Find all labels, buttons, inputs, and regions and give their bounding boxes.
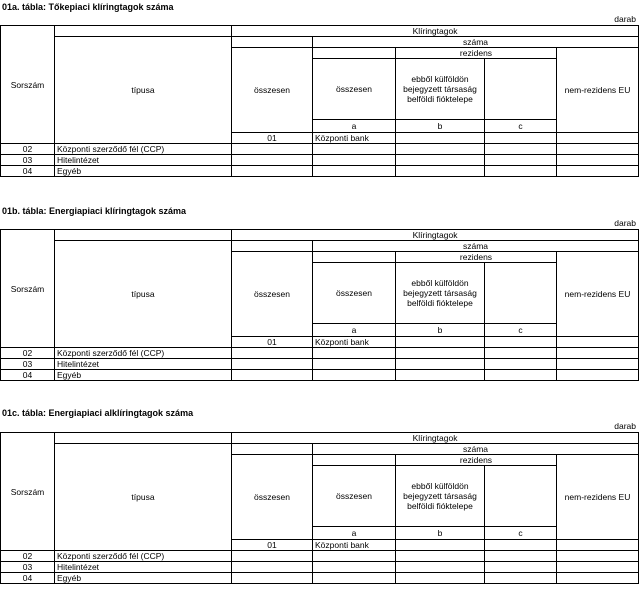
column-letter: b	[396, 120, 485, 133]
column-letter: c	[485, 120, 557, 133]
row-number: 02	[1, 551, 55, 562]
row-number: 01	[232, 133, 313, 144]
unit-label: darab	[614, 421, 636, 431]
data-cell[interactable]	[485, 551, 557, 562]
header-tipusa: típusa	[55, 37, 232, 144]
table-row	[1, 359, 639, 370]
header-rezidens: rezidens	[396, 252, 557, 263]
clearing-members-table	[0, 229, 639, 381]
data-cell[interactable]	[485, 573, 557, 584]
row-number: 02	[1, 348, 55, 359]
row-label: Egyéb	[55, 573, 232, 584]
column-letter: b	[396, 324, 485, 337]
data-cell[interactable]	[557, 166, 639, 177]
clearing-members-table	[0, 25, 639, 177]
data-cell[interactable]	[557, 144, 639, 155]
table-title: 01c. tábla: Energiapiaci alklíringtagok száma	[2, 408, 194, 418]
data-cell[interactable]	[485, 370, 557, 381]
data-cell[interactable]	[485, 144, 557, 155]
row-label: Központi szerződő fél (CCP)	[55, 551, 232, 562]
data-cell[interactable]	[396, 359, 485, 370]
row-number: 04	[1, 370, 55, 381]
data-cell[interactable]	[396, 573, 485, 584]
row-number: 03	[1, 562, 55, 573]
header-tipusa: típusa	[55, 241, 232, 348]
header-sorszam: Sorszám	[1, 26, 55, 144]
unit-label: darab	[614, 218, 636, 228]
data-cell[interactable]	[396, 540, 485, 551]
header-foreign-branch: ebből külföldön bejegyzett társaság belföldi fióktelepe	[396, 466, 485, 527]
data-cell[interactable]	[313, 573, 396, 584]
row-number: 04	[1, 166, 55, 177]
data-cell[interactable]	[557, 370, 639, 381]
column-letter: a	[313, 527, 396, 540]
row-label: Központi bank	[313, 337, 396, 348]
data-cell[interactable]	[396, 144, 485, 155]
data-cell[interactable]	[313, 166, 396, 177]
header-tipusa: típusa	[55, 444, 232, 551]
data-cell[interactable]	[396, 166, 485, 177]
data-cell[interactable]	[232, 144, 313, 155]
data-cell[interactable]	[485, 337, 557, 348]
data-cell[interactable]	[313, 144, 396, 155]
data-cell[interactable]	[232, 359, 313, 370]
header-rezidens: rezidens	[396, 455, 557, 466]
data-cell[interactable]	[485, 348, 557, 359]
data-cell[interactable]	[313, 370, 396, 381]
column-letter: a	[313, 120, 396, 133]
data-cell[interactable]	[396, 370, 485, 381]
header-szama: száma	[313, 37, 639, 48]
header-nonresident-eu: nem-rezidens EU	[557, 48, 639, 133]
table-row	[1, 155, 639, 166]
data-cell[interactable]	[557, 337, 639, 348]
header-rezidens: rezidens	[396, 48, 557, 59]
data-cell[interactable]	[232, 348, 313, 359]
data-cell[interactable]	[396, 133, 485, 144]
data-cell[interactable]	[557, 133, 639, 144]
data-cell[interactable]	[557, 551, 639, 562]
data-cell[interactable]	[313, 348, 396, 359]
column-letter: c	[485, 324, 557, 337]
table-row	[1, 551, 639, 562]
table-title: 01b. tábla: Energiapiaci klíringtagok száma	[2, 206, 187, 216]
data-cell[interactable]	[485, 562, 557, 573]
data-cell[interactable]	[485, 166, 557, 177]
header-sorszam: Sorszám	[1, 230, 55, 348]
data-cell[interactable]	[232, 166, 313, 177]
row-number: 03	[1, 155, 55, 166]
header-kliringtagok: Klíringtagok	[232, 26, 639, 37]
row-number: 04	[1, 573, 55, 584]
header-sorszam: Sorszám	[1, 433, 55, 551]
row-number: 03	[1, 359, 55, 370]
data-cell[interactable]	[396, 562, 485, 573]
data-cell[interactable]	[557, 540, 639, 551]
data-cell[interactable]	[232, 573, 313, 584]
row-number: 02	[1, 144, 55, 155]
table-row	[1, 562, 639, 573]
data-cell[interactable]	[485, 540, 557, 551]
header-osszesen: összesen	[232, 455, 313, 540]
data-cell[interactable]	[232, 562, 313, 573]
row-label: Központi bank	[313, 540, 396, 551]
data-cell[interactable]	[396, 155, 485, 166]
header-kliringtagok: Klíringtagok	[232, 230, 639, 241]
header-kliringtagok: Klíringtagok	[232, 433, 639, 444]
header-nonresident-eu: nem-rezidens EU	[557, 455, 639, 540]
unit-label: darab	[614, 14, 636, 24]
row-label: Hitelintézet	[55, 359, 232, 370]
row-label: Egyéb	[55, 370, 232, 381]
row-number: 01	[232, 540, 313, 551]
table-block-01c	[0, 408, 639, 602]
clearing-members-table	[0, 432, 639, 584]
data-cell[interactable]	[557, 348, 639, 359]
data-cell[interactable]	[557, 155, 639, 166]
data-cell[interactable]	[557, 562, 639, 573]
column-letter: b	[396, 527, 485, 540]
header-szama: száma	[313, 444, 639, 455]
header-rezidens-osszesen: összesen	[313, 59, 396, 120]
header-nonresident-eu: nem-rezidens EU	[557, 252, 639, 337]
data-cell[interactable]	[232, 551, 313, 562]
header-rezidens-osszesen: összesen	[313, 263, 396, 324]
table-block-01a	[0, 2, 639, 197]
header-rezidens-osszesen: összesen	[313, 466, 396, 527]
data-cell[interactable]	[396, 337, 485, 348]
row-label: Hitelintézet	[55, 562, 232, 573]
table-block-01b	[0, 206, 639, 401]
row-label: Hitelintézet	[55, 155, 232, 166]
table-row	[1, 166, 639, 177]
data-cell[interactable]	[485, 155, 557, 166]
header-osszesen: összesen	[232, 252, 313, 337]
row-label: Központi szerződő fél (CCP)	[55, 144, 232, 155]
row-label: Központi bank	[313, 133, 396, 144]
data-cell[interactable]	[485, 359, 557, 370]
row-label: Központi szerződő fél (CCP)	[55, 348, 232, 359]
table-row	[1, 370, 639, 381]
header-foreign-branch: ebből külföldön bejegyzett társaság belföldi fióktelepe	[396, 263, 485, 324]
header-osszesen: összesen	[232, 48, 313, 133]
data-cell[interactable]	[232, 155, 313, 166]
data-cell[interactable]	[557, 573, 639, 584]
header-szama: száma	[313, 241, 639, 252]
data-cell[interactable]	[232, 370, 313, 381]
table-title: 01a. tábla: Tőkepiaci klíringtagok száma	[2, 2, 174, 12]
data-cell[interactable]	[313, 551, 396, 562]
column-letter: a	[313, 324, 396, 337]
data-cell[interactable]	[313, 562, 396, 573]
row-number: 01	[232, 337, 313, 348]
data-cell[interactable]	[313, 359, 396, 370]
data-cell[interactable]	[396, 348, 485, 359]
header-foreign-branch: ebből külföldön bejegyzett társaság belföldi fióktelepe	[396, 59, 485, 120]
table-row	[1, 348, 639, 359]
row-label: Egyéb	[55, 166, 232, 177]
data-cell[interactable]	[485, 133, 557, 144]
data-cell[interactable]	[396, 551, 485, 562]
data-cell[interactable]	[557, 359, 639, 370]
column-letter: c	[485, 527, 557, 540]
data-cell[interactable]	[313, 155, 396, 166]
table-row	[1, 573, 639, 584]
table-row	[1, 144, 639, 155]
